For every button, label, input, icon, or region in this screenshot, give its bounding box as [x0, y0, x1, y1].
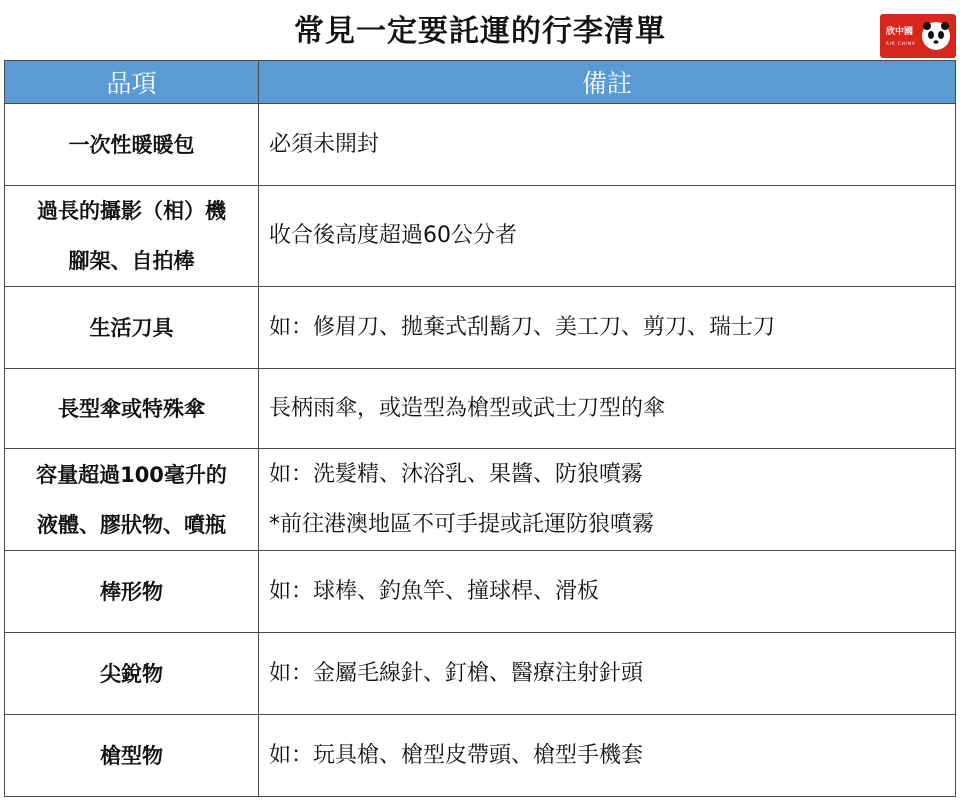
- brand-logo: [880, 14, 956, 58]
- item-cell: [5, 369, 259, 449]
- note-text: 如：球棒、釣魚竿、撞球桿、滑板: [269, 578, 600, 604]
- item-cell: [5, 287, 259, 369]
- item-text: 液體、膠狀物、噴瓶: [37, 512, 226, 537]
- item-text: 棒形物: [100, 579, 163, 604]
- table-row: [5, 449, 956, 551]
- item-text: 尖銳物: [100, 661, 163, 686]
- header-item: 品項: [5, 61, 259, 104]
- note-text: *前往港澳地區不可手提或託運防狼噴霧: [269, 511, 655, 537]
- item-cell: [5, 449, 259, 551]
- note-cell: [259, 104, 956, 186]
- note-cell: [259, 369, 956, 449]
- table-row: [5, 186, 956, 287]
- note-text: 如：洗髮精、沐浴乳、果醬、防狼噴霧: [269, 461, 644, 487]
- table-header-row: [5, 61, 956, 104]
- item-cell: [5, 104, 259, 186]
- item-cell: [5, 551, 259, 633]
- item-cell: [5, 186, 259, 287]
- note-cell: [259, 186, 956, 287]
- table-row: [5, 551, 956, 633]
- item-text: 生活刀具: [89, 315, 174, 340]
- item-text: 長型傘或特殊傘: [58, 396, 205, 421]
- note-text: 如：玩具槍、槍型皮帶頭、槍型手機套: [269, 742, 644, 768]
- item-text: 腳架、自拍棒: [68, 249, 195, 273]
- note-cell: [259, 287, 956, 369]
- note-text: 長柄雨傘，或造型為槍型或武士刀型的傘: [269, 395, 666, 421]
- item-cell: [5, 715, 259, 797]
- note-text: 如：修眉刀、拋棄式刮鬍刀、美工刀、剪刀、瑞士刀: [269, 314, 776, 340]
- note-cell: [259, 551, 956, 633]
- logo-subtext: AIR CHINA: [886, 41, 916, 46]
- note-text: 必須未開封: [269, 131, 380, 157]
- item-text: 容量超過100毫升的: [36, 462, 227, 487]
- item-text: 一次性暖暖包: [68, 132, 195, 157]
- note-cell: [259, 449, 956, 551]
- note-text: 如：金屬毛線針、釘槍、醫療注射針頭: [269, 660, 644, 686]
- page-title: 常見一定要託運的行李清單: [294, 14, 666, 49]
- item-text: 過長的攝影（相）機: [37, 199, 226, 223]
- item-cell: [5, 633, 259, 715]
- table-row: [5, 369, 956, 449]
- note-cell: [259, 715, 956, 797]
- panda-icon: [919, 19, 953, 53]
- header-note: 備註: [259, 61, 956, 104]
- logo-text: 欣中國: [886, 27, 914, 37]
- checked-baggage-table: [4, 60, 956, 797]
- item-text: 槍型物: [100, 743, 163, 768]
- table-row: [5, 715, 956, 797]
- note-cell: [259, 633, 956, 715]
- table-row: [5, 633, 956, 715]
- table-row: [5, 287, 956, 369]
- note-text: 收合後高度超過60公分者: [269, 223, 517, 248]
- table-row: [5, 104, 956, 186]
